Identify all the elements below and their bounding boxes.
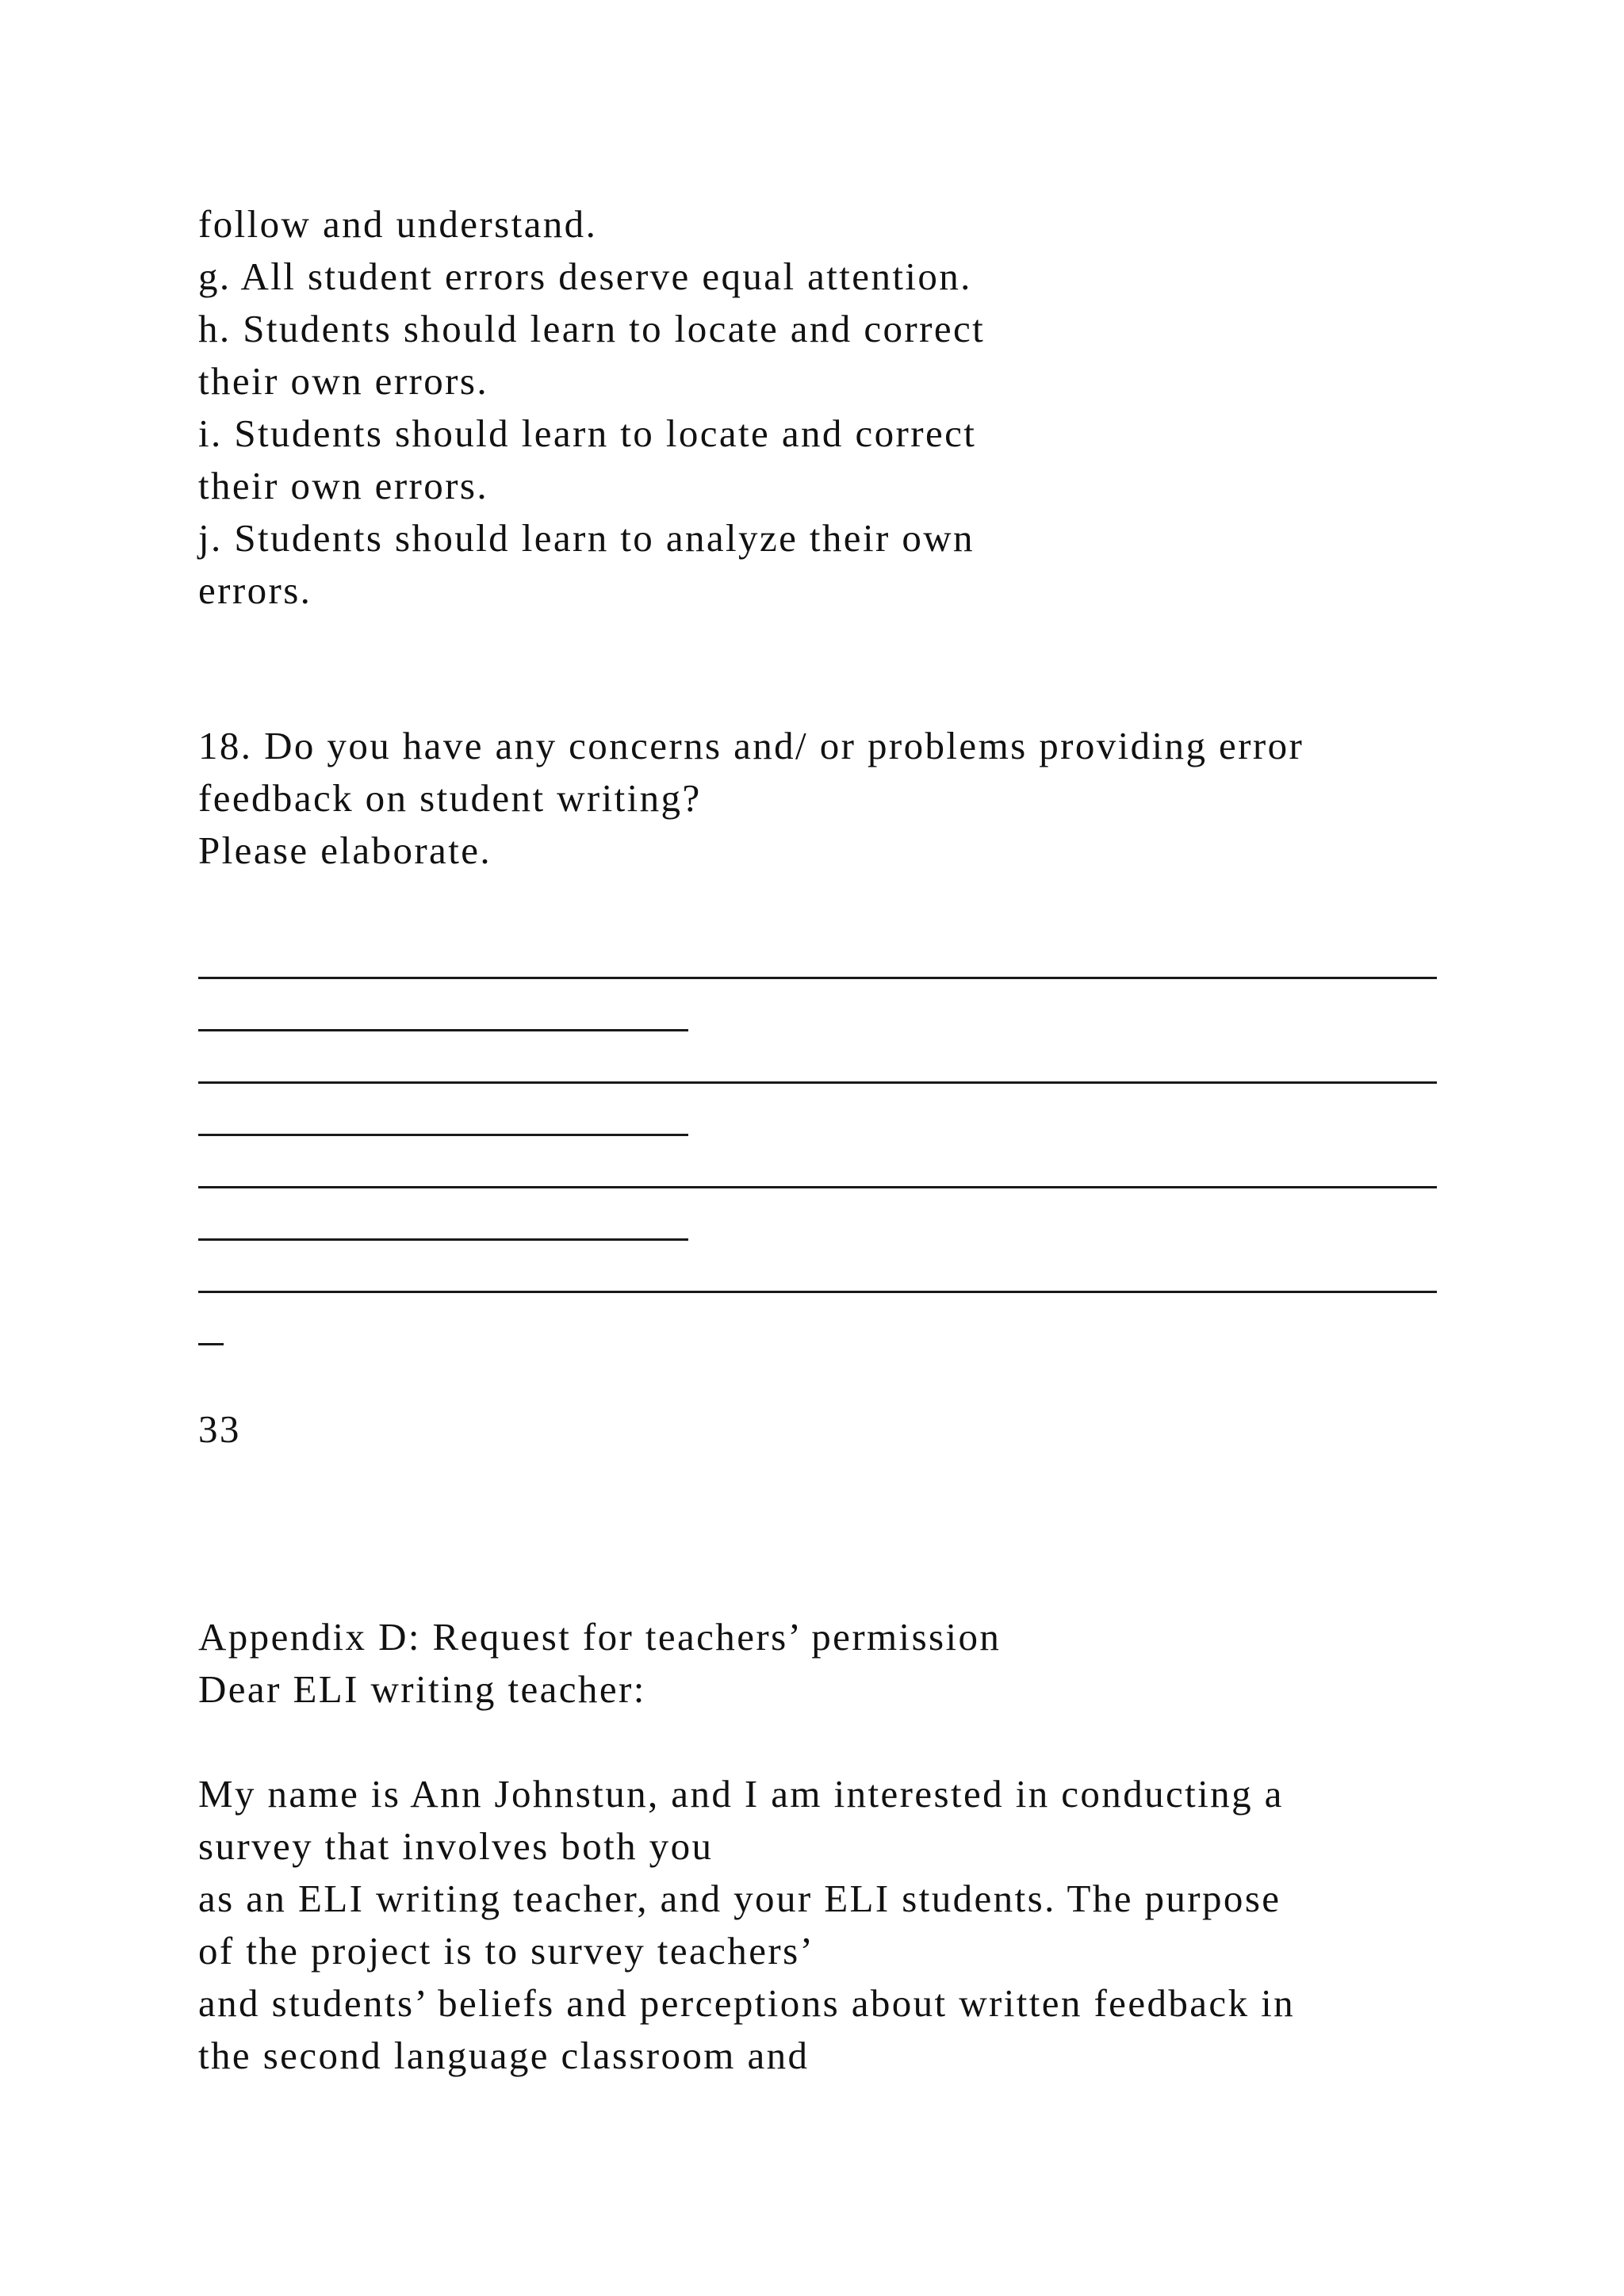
text-line: follow and understand. [198,202,598,246]
question-18-line-3: Please elaborate. [198,828,492,872]
question-18: 18. Do you have any concerns and/ or problems providing error [198,724,1304,767]
list-item-g: g. All student errors deserve equal attention. [198,254,972,298]
body-line: and students’ beliefs and perceptions about written feedback in [198,1981,1296,2025]
body-line: as an ELI writing teacher, and your ELI students. The purpose [198,1877,1281,1920]
answer-blank-line [198,1134,688,1136]
body-line: of the project is to survey teachers’ [198,1929,815,1973]
page-number: 33 [198,1407,241,1451]
question-18-line-2: feedback on student writing? [198,776,702,820]
appendix-heading: Appendix D: Request for teachers’ permission [198,1615,1002,1659]
list-item-i: i. Students should learn to locate and correct [198,411,977,455]
answer-blank-line [198,1029,688,1031]
list-item-j: j. Students should learn to analyze their own [198,516,975,560]
body-line: My name is Ann Johnstun, and I am interested in conducting a [198,1772,1284,1816]
answer-blank-line [198,1081,1437,1084]
list-item-h: h. Students should learn to locate and correct [198,307,986,350]
answer-blank-line [198,1186,1437,1188]
answer-blank-line [198,1343,224,1345]
answer-blank-line [198,1238,688,1241]
body-line: survey that involves both you [198,1824,714,1868]
body-line: the second language classroom and [198,2034,810,2077]
text-line: their own errors. [198,464,488,507]
text-line: errors. [198,568,312,612]
answer-blank-line [198,1291,1437,1293]
answer-blank-line [198,977,1437,979]
text-line: their own errors. [198,359,488,403]
salutation: Dear ELI writing teacher: [198,1667,646,1711]
